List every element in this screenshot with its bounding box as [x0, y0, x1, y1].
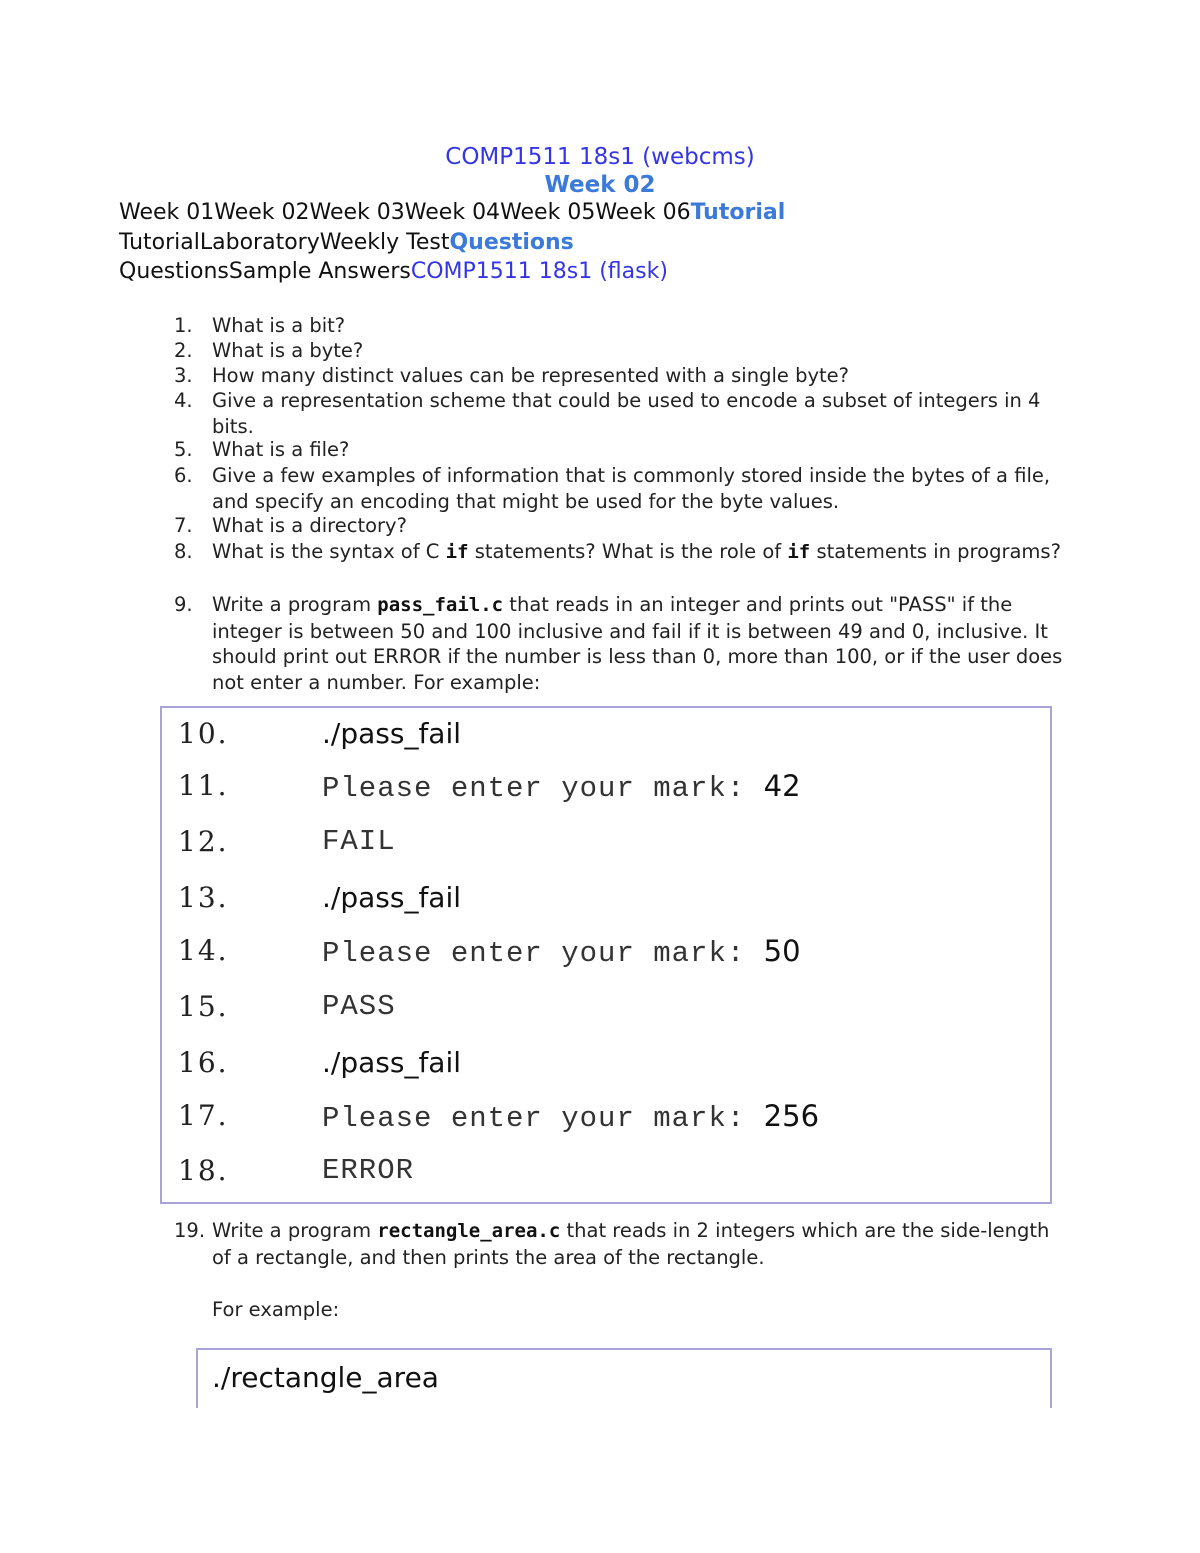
question-number: 1.	[174, 314, 193, 337]
week-title: Week 02	[544, 172, 656, 198]
course-title-link[interactable]: COMP1511 18s1 (webcms)	[445, 144, 755, 170]
output-text: FAIL	[322, 825, 396, 858]
nav-week-03[interactable]: Week 03	[309, 200, 405, 225]
inline-code: if	[445, 541, 469, 563]
list-item	[174, 437, 1064, 463]
question-number: 2.	[174, 339, 193, 362]
line-number: 16.	[178, 1046, 229, 1079]
question-number: 19.	[174, 1219, 206, 1242]
list-item	[174, 388, 1064, 439]
output-text: PASS	[322, 990, 396, 1023]
command-text: ./pass_fail	[322, 881, 462, 914]
prompt-text	[322, 766, 801, 809]
prompt-text	[322, 1096, 819, 1139]
question-text-part: statements in programs?	[810, 540, 1061, 563]
question-text: Give a representation scheme that could be used to encode a subset of integers in 4 bits.	[212, 389, 1041, 438]
question-text: How many distinct values can be represented with a single byte?	[212, 364, 849, 387]
code-example-box	[160, 706, 1052, 1204]
week-nav	[119, 199, 785, 227]
list-item	[174, 363, 1064, 389]
nav-section-weekly-test[interactable]: Weekly Test	[319, 230, 450, 255]
inline-code: rectangle_area.c	[377, 1220, 561, 1242]
question-text-part: What is the syntax of C	[212, 540, 446, 563]
line-number: 15.	[178, 990, 229, 1023]
question-text-part: Write a program	[212, 1219, 378, 1242]
prompt-label: Please enter your mark:	[322, 772, 764, 805]
line-number: 10.	[178, 717, 229, 750]
input-value: 42	[763, 769, 801, 803]
command-text: ./pass_fail	[322, 717, 462, 750]
list-item	[174, 513, 1064, 539]
question-number: 3.	[174, 364, 193, 387]
line-number: 11.	[178, 769, 229, 802]
line-number: 12.	[178, 825, 229, 858]
question-text	[212, 539, 1064, 566]
nav-questions-active: Questions	[449, 230, 574, 255]
nav-week-04[interactable]: Week 04	[404, 200, 501, 225]
question-text	[212, 592, 1064, 695]
section-nav	[119, 229, 574, 257]
line-number: 18.	[178, 1154, 229, 1187]
nav-week-05[interactable]: Week 05	[500, 200, 596, 225]
nav-sub-sample-answers[interactable]: Sample Answers	[228, 259, 411, 284]
input-value: 50	[763, 934, 801, 968]
nav-week-01[interactable]: Week 01	[119, 200, 215, 225]
question-number: 8.	[174, 540, 193, 563]
question-text: What is a bit?	[212, 314, 346, 337]
question-text-part: that reads in 2 integers which are the side-length of a rectangle, and then prints the area of the rectangle.	[212, 1219, 1050, 1269]
question-text: What is a file?	[212, 438, 350, 461]
question-text-part: Write a program	[212, 593, 378, 616]
nav-section-tutorial[interactable]: Tutorial	[119, 230, 200, 255]
question-text: What is a directory?	[212, 514, 407, 537]
page-bottom-blank	[0, 1408, 1200, 1553]
question-number: 6.	[174, 464, 193, 487]
question-text: What is a byte?	[212, 339, 364, 362]
nav-week-06[interactable]: Week 06	[595, 200, 691, 225]
line-number: 14.	[178, 934, 229, 967]
question-number: 9.	[174, 593, 193, 616]
question-text-part: statements? What is the role of	[468, 540, 788, 563]
prompt-text	[322, 931, 801, 974]
nav-section-laboratory[interactable]: Laboratory	[199, 230, 320, 255]
inline-code: pass_fail.c	[377, 594, 504, 616]
nav-week-02[interactable]: Week 02	[214, 200, 310, 225]
input-value: 256	[763, 1099, 820, 1133]
subsection-nav	[119, 258, 668, 286]
question-text: Give a few examples of information that is commonly stored inside the bytes of a file, and specify an encoding that might be used for the byte values.	[212, 464, 1051, 513]
line-number: 13.	[178, 881, 229, 914]
list-item	[174, 592, 1064, 695]
nav-tutorial-active: Tutorial	[690, 200, 786, 225]
for-example-label: For example:	[212, 1298, 340, 1321]
list-item	[174, 463, 1064, 514]
nav-sub-questions[interactable]: Questions	[119, 259, 229, 284]
question-text	[212, 1218, 1064, 1270]
command-text: ./rectangle_area	[212, 1361, 439, 1394]
list-item	[174, 338, 1064, 364]
question-number: 5.	[174, 438, 193, 461]
list-item	[174, 1218, 1064, 1270]
output-text: ERROR	[322, 1154, 415, 1187]
question-text-part: that reads in an integer and prints out "PASS" if the integer is between 50 and 100 inclusive and fail if it is between 49 and 0, inclusive. It should print out ERROR if the number is less than 0, more than 100, or if the user does not enter a number. For example:	[212, 593, 1063, 694]
list-item	[174, 313, 1064, 339]
question-number: 4.	[174, 389, 193, 412]
nav-flask-link[interactable]: COMP1511 18s1 (flask)	[410, 259, 668, 284]
inline-code: if	[787, 541, 811, 563]
list-item	[174, 539, 1064, 566]
line-number: 17.	[178, 1099, 229, 1132]
prompt-label: Please enter your mark:	[322, 937, 764, 970]
prompt-label: Please enter your mark:	[322, 1102, 764, 1135]
question-number: 7.	[174, 514, 193, 537]
command-text: ./pass_fail	[322, 1046, 462, 1079]
